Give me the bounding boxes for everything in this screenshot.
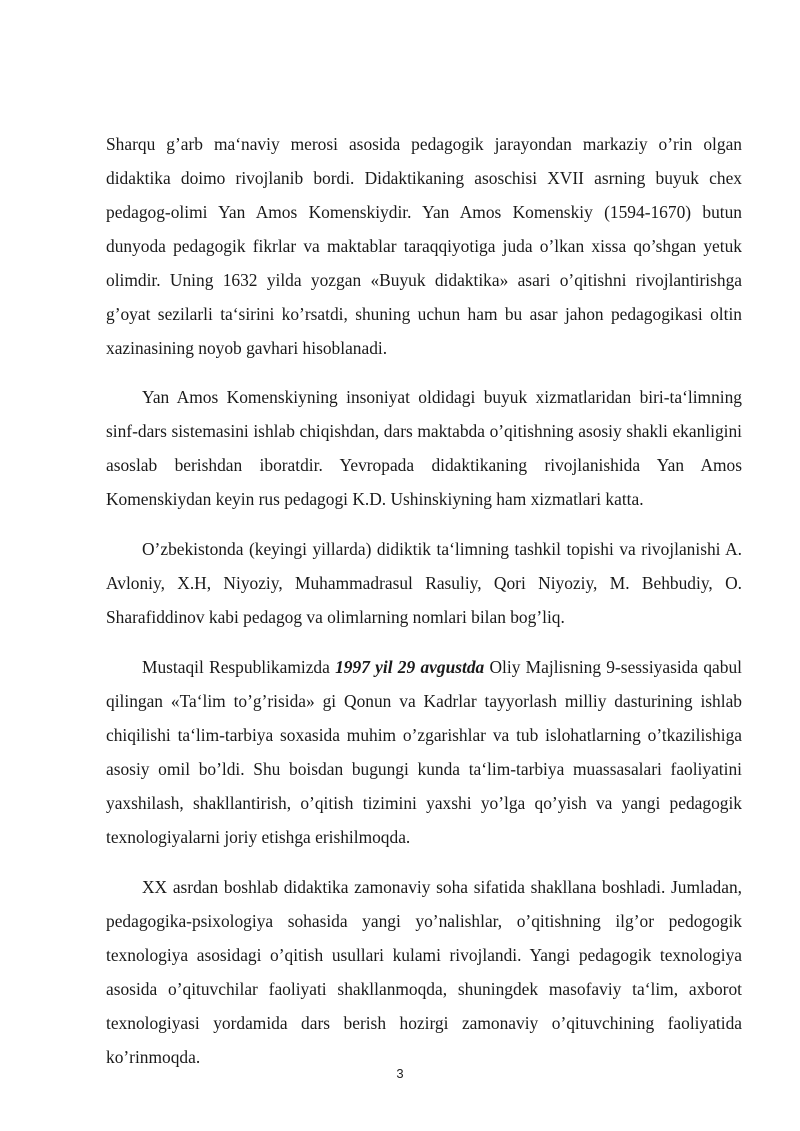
paragraph-komensky-contribution: Yan Amos Komenskiyning insoniyat oldidagi buyuk xizmatlaridan biri-ta‘limning sinf-dars sistemasini ishlab chiqishdan, dars maktabda o’qitishning asosiy shakli ekanligini asoslab berishdan iboratdir. Yevropada didaktikaning rivojlanishida Yan Amos Komenskiydan keyin rus pedagogi K.D. Ushinskiyning ham xizmatlari katta. bbox=[106, 387, 742, 509]
document-body bbox=[106, 127, 742, 1090]
page-number: 3 bbox=[396, 1066, 404, 1081]
paragraph-education-law-rest: Oliy Majlisning 9-sessiyasida qabul qilingan «Ta‘lim to’g’risida» gi Qonun va Kadrlar tayyorlash milliy dasturining ishlab chiqilishi ta‘lim-tarbiya soxasida muhim o’zgarishlar va tub islohatlarning o’tkazilishiga asosiy omil bo’ldi. Shu boisdan bugungi kunda ta‘lim-tarbiya muassasalari faoliyatini yaxshilash, shakllantirish, o’qitish tizimini yaxshi yo’lga qo’yish va yangi pedagogik texnologiyalarni joriy etishga erishilmoqda. bbox=[106, 657, 742, 847]
paragraph-uzbekistan-didactics: O’zbekistonda (keyingi yillarda) didiktik ta‘limning tashkil topishi va rivojlanishi A. Avloniy, X.H, Niyoziy, Muhammadrasul Rasuliy, Qori Niyoziy, M. Behbudiy, O. Sharafiddinov kabi pedagog va olimlarning nomlari bilan bog’liq. bbox=[106, 539, 742, 627]
paragraph-education-law bbox=[106, 650, 742, 854]
paragraph-modern-didactics: XX asrdan boshlab didaktika zamonaviy soha sifatida shakllana boshladi. Jumladan, pedagogika-psixologiya sohasida yangi yo’nalishlar, o’qitishning ilg’or pedogogik texnologiya asosidagi o’qitish usullari kulami rivojlandi. Yangi pedagogik texnologiya asosida o’qituvchilar faoliyati shakllanmoqda, shuningdek masofaviy ta‘lim, axborot texnologiyasi yordamida dars berish hozirgi zamonaviy o’qituvchining faoliyatida ko’rinmoqda. bbox=[106, 877, 742, 1067]
paragraph-didactics-history: Sharqu g’arb ma‘naviy merosi asosida pedagogik jarayondan markaziy o’rin olgan didaktika doimo rivojlanib bordi. Didaktikaning asoschisi XVII asrning buyuk chex pedagog-olimi Yan Amos Komenskiydir. Yan Amos Komenskiy (1594-1670) butun dunyoda pedagogik fikrlar va maktablar taraqqiyotiga juda o’lkan xissa qo’shgan yetuk olimdir. Uning 1632 yilda yozgan «Buyuk didaktika» asari o’qitishni rivojlantirishga g’oyat sezilarli ta‘sirini ko’rsatdi, shuning uchun ham bu asar jahon pedagogikasi oltin xazinasining noyob gavhari hisoblanadi. bbox=[106, 134, 742, 358]
paragraph-education-law-lead: Mustaqil Respublikamizda bbox=[142, 657, 336, 677]
law-date-emphasis: 1997 yil 29 avgustda bbox=[335, 657, 485, 677]
